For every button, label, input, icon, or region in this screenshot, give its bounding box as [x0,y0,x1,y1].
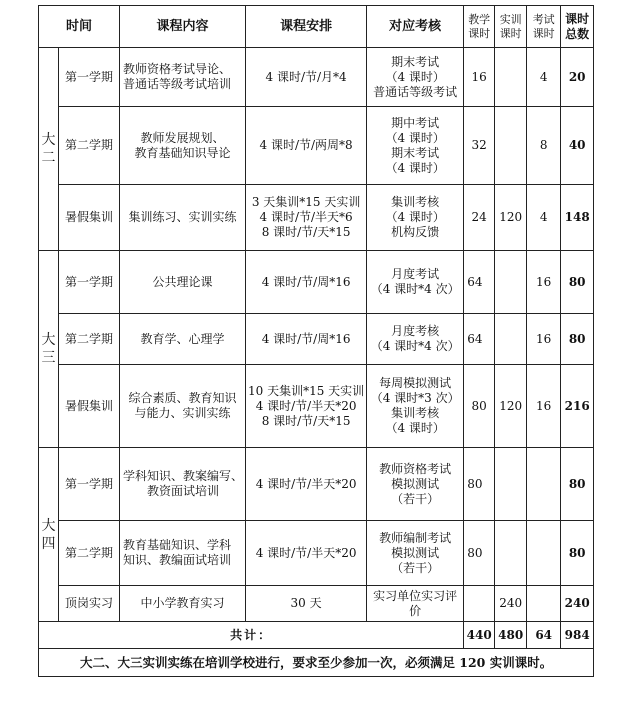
practice-hours-cell [495,448,527,521]
total-hours-cell: 80 [561,521,594,586]
schedule-cell: 10 天集训*15 天实训 4 课时/节/半天*20 8 课时/节/天*15 [246,365,367,448]
term-cell: 第一学期 [59,251,120,314]
teach-hours-cell: 64 [464,251,495,314]
exam-cell: 每周模拟测试 （4 课时*3 次） 集训考核 （4 课时） [367,365,464,448]
schedule-cell: 30 天 [246,586,367,622]
practice-hours-cell [495,521,527,586]
year-label-sophomore: 大 二 [39,48,59,251]
schedule-cell: 4 课时/节/两周*8 [246,107,367,185]
term-cell: 暑假集训 [59,365,120,448]
totals-total-hours: 984 [561,622,594,649]
total-hours-cell: 148 [561,185,594,251]
course-plan-document [38,5,594,677]
totals-label: 共计： [39,622,464,649]
table-row [39,586,594,622]
practice-hours-cell: 120 [495,185,527,251]
exam-hours-cell: 4 [527,48,561,107]
practice-hours-cell [495,107,527,185]
exam-cell: 月度考核 （4 课时*4 次） [367,314,464,365]
term-cell: 暑假集训 [59,185,120,251]
table-row [39,521,594,586]
table-row [39,448,594,521]
schedule-cell: 4 课时/节/半天*20 [246,448,367,521]
term-cell: 第二学期 [59,521,120,586]
teach-hours-cell: 80 [464,448,495,521]
exam-hours-cell [527,586,561,622]
content-cell: 集训练习、实训实练 [120,185,246,251]
exam-cell: 期中考试 （4 课时） 期末考试 （4 课时） [367,107,464,185]
total-hours-cell: 80 [561,448,594,521]
schedule-cell: 4 课时/节/月*4 [246,48,367,107]
schedule-cell: 4 课时/节/周*16 [246,314,367,365]
table-row [39,314,594,365]
practice-hours-cell [495,314,527,365]
schedule-cell: 3 天集训*15 天实训 4 课时/节/半天*6 8 课时/节/天*15 [246,185,367,251]
term-cell: 第一学期 [59,448,120,521]
practice-hours-cell: 240 [495,586,527,622]
teach-hours-cell: 64 [464,314,495,365]
exam-cell: 教师编制考试 模拟测试 （若干） [367,521,464,586]
term-cell: 第二学期 [59,314,120,365]
table-row [39,48,594,107]
header-exam: 对应考核 [367,6,464,48]
total-hours-cell: 216 [561,365,594,448]
header-time: 时间 [39,6,120,48]
content-cell: 教师资格考试导论、 普通话等级考试培训 [120,48,246,107]
content-cell: 教育学、心理学 [120,314,246,365]
table-row [39,365,594,448]
practice-hours-cell [495,48,527,107]
total-hours-cell: 80 [561,251,594,314]
content-cell: 学科知识、教案编写、 教资面试培训 [120,448,246,521]
header-content: 课程内容 [120,6,246,48]
content-cell: 教师发展规划、 教育基础知识导论 [120,107,246,185]
table-row [39,107,594,185]
header-teach-hours: 教学 课时 [464,6,495,48]
total-hours-cell: 20 [561,48,594,107]
header-total-hours: 课时 总数 [561,6,594,48]
total-hours-cell: 40 [561,107,594,185]
teach-hours-cell: 80 [464,365,495,448]
content-cell: 综合素质、教育知识 与能力、实训实练 [120,365,246,448]
year-label-junior: 大 三 [39,251,59,448]
header-practice-hours: 实训 课时 [495,6,527,48]
teach-hours-cell: 80 [464,521,495,586]
exam-hours-cell [527,521,561,586]
total-hours-cell: 240 [561,586,594,622]
schedule-cell: 4 课时/节/半天*20 [246,521,367,586]
footnote-row [39,649,594,677]
term-cell: 顶岗实习 [59,586,120,622]
exam-hours-cell: 4 [527,185,561,251]
course-plan-table [38,5,594,677]
totals-practice-hours: 480 [495,622,527,649]
content-cell: 中小学教育实习 [120,586,246,622]
schedule-cell: 4 课时/节/周*16 [246,251,367,314]
exam-hours-cell [527,448,561,521]
table-row [39,251,594,314]
exam-cell: 教师资格考试 模拟测试 （若干） [367,448,464,521]
term-cell: 第二学期 [59,107,120,185]
header-row [39,6,594,48]
exam-cell: 实习单位实习评 价 [367,586,464,622]
teach-hours-cell: 16 [464,48,495,107]
practice-hours-cell: 120 [495,365,527,448]
teach-hours-cell: 24 [464,185,495,251]
table-row [39,185,594,251]
content-cell: 教育基础知识、学科 知识、教编面试培训 [120,521,246,586]
exam-cell: 月度考试 （4 课时*4 次） [367,251,464,314]
exam-hours-cell: 16 [527,365,561,448]
exam-cell: 期末考试 （4 课时） 普通话等级考试 [367,48,464,107]
teach-hours-cell: 32 [464,107,495,185]
term-cell: 第一学期 [59,48,120,107]
year-label-senior: 大 四 [39,448,59,622]
practice-hours-cell [495,251,527,314]
totals-exam-hours: 64 [527,622,561,649]
teach-hours-cell [464,586,495,622]
totals-teach-hours: 440 [464,622,495,649]
header-exam-hours: 考试 课时 [527,6,561,48]
total-hours-cell: 80 [561,314,594,365]
footnote: 大二、大三实训实练在培训学校进行，要求至少参加一次，必须满足 120 实训课时。 [39,649,594,677]
exam-hours-cell: 16 [527,251,561,314]
exam-hours-cell: 16 [527,314,561,365]
header-schedule: 课程安排 [246,6,367,48]
exam-cell: 集训考核 （4 课时） 机构反馈 [367,185,464,251]
exam-hours-cell: 8 [527,107,561,185]
content-cell: 公共理论课 [120,251,246,314]
totals-row [39,622,594,649]
